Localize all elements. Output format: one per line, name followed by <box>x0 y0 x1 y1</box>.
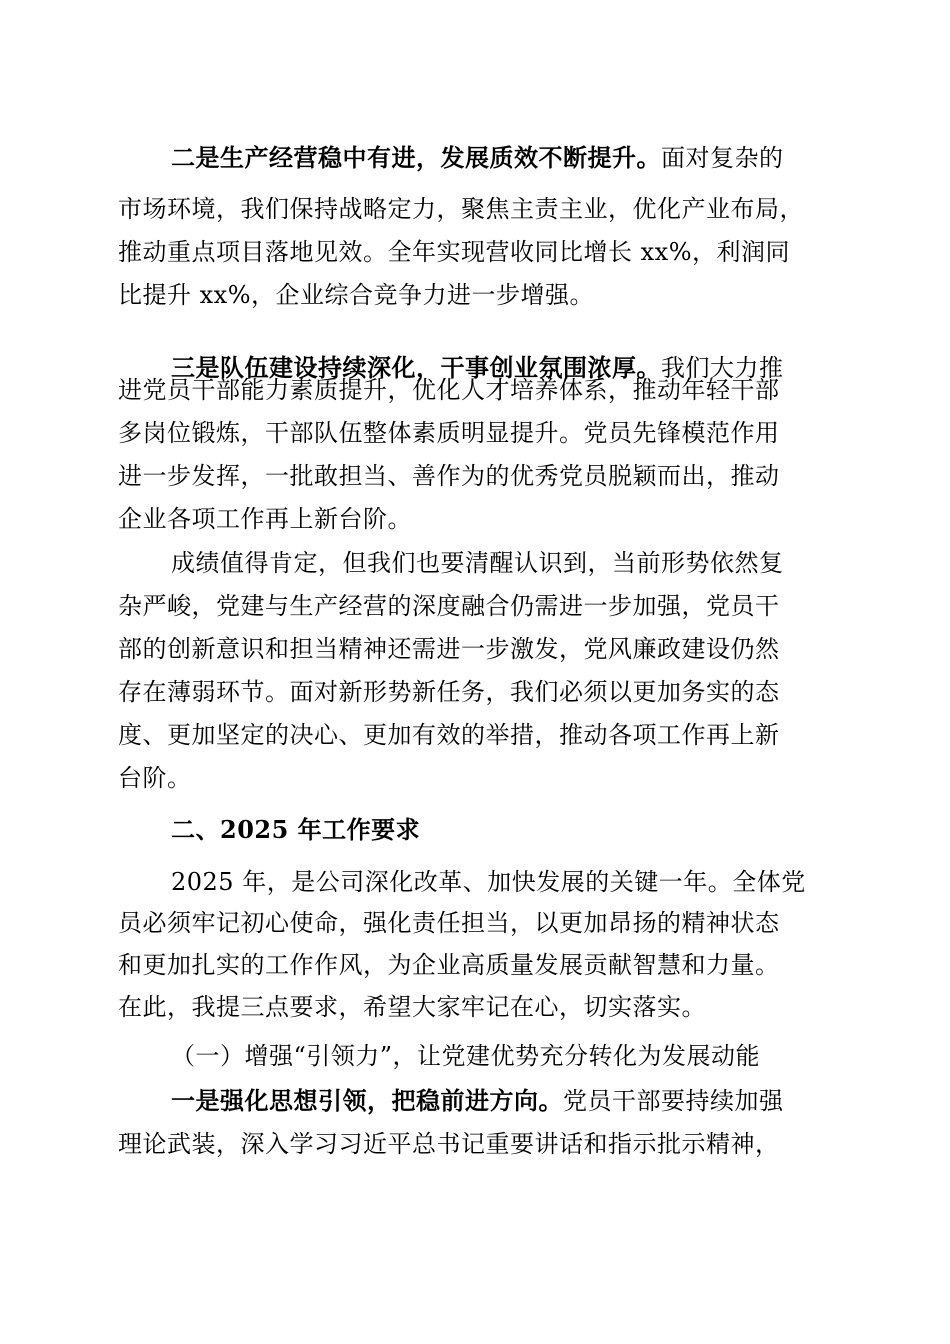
subsection-heading-leadership: （一）增强“引领力”，让党建优势充分转化为发展动能 <box>171 1042 761 1070</box>
paragraph-team-line-5: 企业各项工作再上新台阶。 <box>118 505 412 533</box>
paragraph-2025-line-1: 2025 年，是公司深化改革、加快发展的关键一年。全体党 <box>171 868 806 896</box>
paragraph-2025-line-4: 在此，我提三点要求，希望大家牢记在心，切实落实。 <box>118 993 706 1021</box>
paragraph-achievements-line-5: 度、更加坚定的决心、更加有效的举措，推动各项工作再上新 <box>118 721 780 749</box>
paragraph-achievements-line-6: 台阶。 <box>118 764 192 792</box>
paragraph-thought-line-1 <box>171 1083 827 1119</box>
paragraph-thought-line-2: 理论武装，深入学习习近平总书记重要讲话和指示批示精神， <box>118 1130 780 1158</box>
paragraph-team-lead: 三是队伍建设持续深化，干事创业氛围浓厚。 <box>171 353 661 382</box>
paragraph-achievements-line-1: 成绩值得肯定，但我们也要清醒认识到，当前形势依然复 <box>171 549 784 577</box>
paragraph-production-line-2: 市场环境，我们保持战略定力，聚焦主责主业，优化产业布局， <box>118 195 804 223</box>
section-heading-requirements: 二、2025 年工作要求 <box>171 815 421 844</box>
paragraph-thought-text: 党员干部要持续加强 <box>563 1087 784 1115</box>
paragraph-2025-line-3: 和更加扎实的工作作风，为企业高质量发展贡献智慧和力量。 <box>118 951 780 979</box>
paragraph-thought-lead: 一是强化思想引领，把稳前进方向。 <box>171 1086 563 1115</box>
paragraph-production-line-1 <box>171 140 827 176</box>
paragraph-2025-line-2: 员必须牢记初心使命，强化责任担当，以更加昂扬的精神状态 <box>118 909 780 937</box>
paragraph-production-line-3: 推动重点项目落地见效。全年实现营收同比增长 xx%，利润同 <box>118 238 791 266</box>
paragraph-production-line-4: 比提升 xx%，企业综合竞争力进一步增强。 <box>118 281 595 309</box>
paragraph-team-line-4: 进一步发挥，一批敢担当、善作为的优秀党员脱颖而出，推动 <box>118 462 780 490</box>
paragraph-production-lead: 二是生产经营稳中有进，发展质效不断提升。 <box>171 143 661 172</box>
paragraph-achievements-line-2: 杂严峻，党建与生产经营的深度融合仍需进一步加强，党员干 <box>118 592 780 620</box>
paragraph-production-text: 面对复杂的 <box>661 144 784 172</box>
paragraph-team-line-3: 多岗位锻炼，干部队伍整体素质明显提升。党员先锋模范作用 <box>118 419 780 447</box>
paragraph-achievements-line-4: 存在薄弱环节。面对新形势新任务，我们必须以更加务实的态 <box>118 678 780 706</box>
paragraph-team-line-2: 进党员干部能力素质提升，优化人才培养体系，推动年轻干部 <box>118 376 780 404</box>
paragraph-achievements-line-3: 部的创新意识和担当精神还需进一步激发，党风廉政建设仍然 <box>118 635 780 663</box>
paragraph-team-text: 我们大力推 <box>661 354 784 382</box>
